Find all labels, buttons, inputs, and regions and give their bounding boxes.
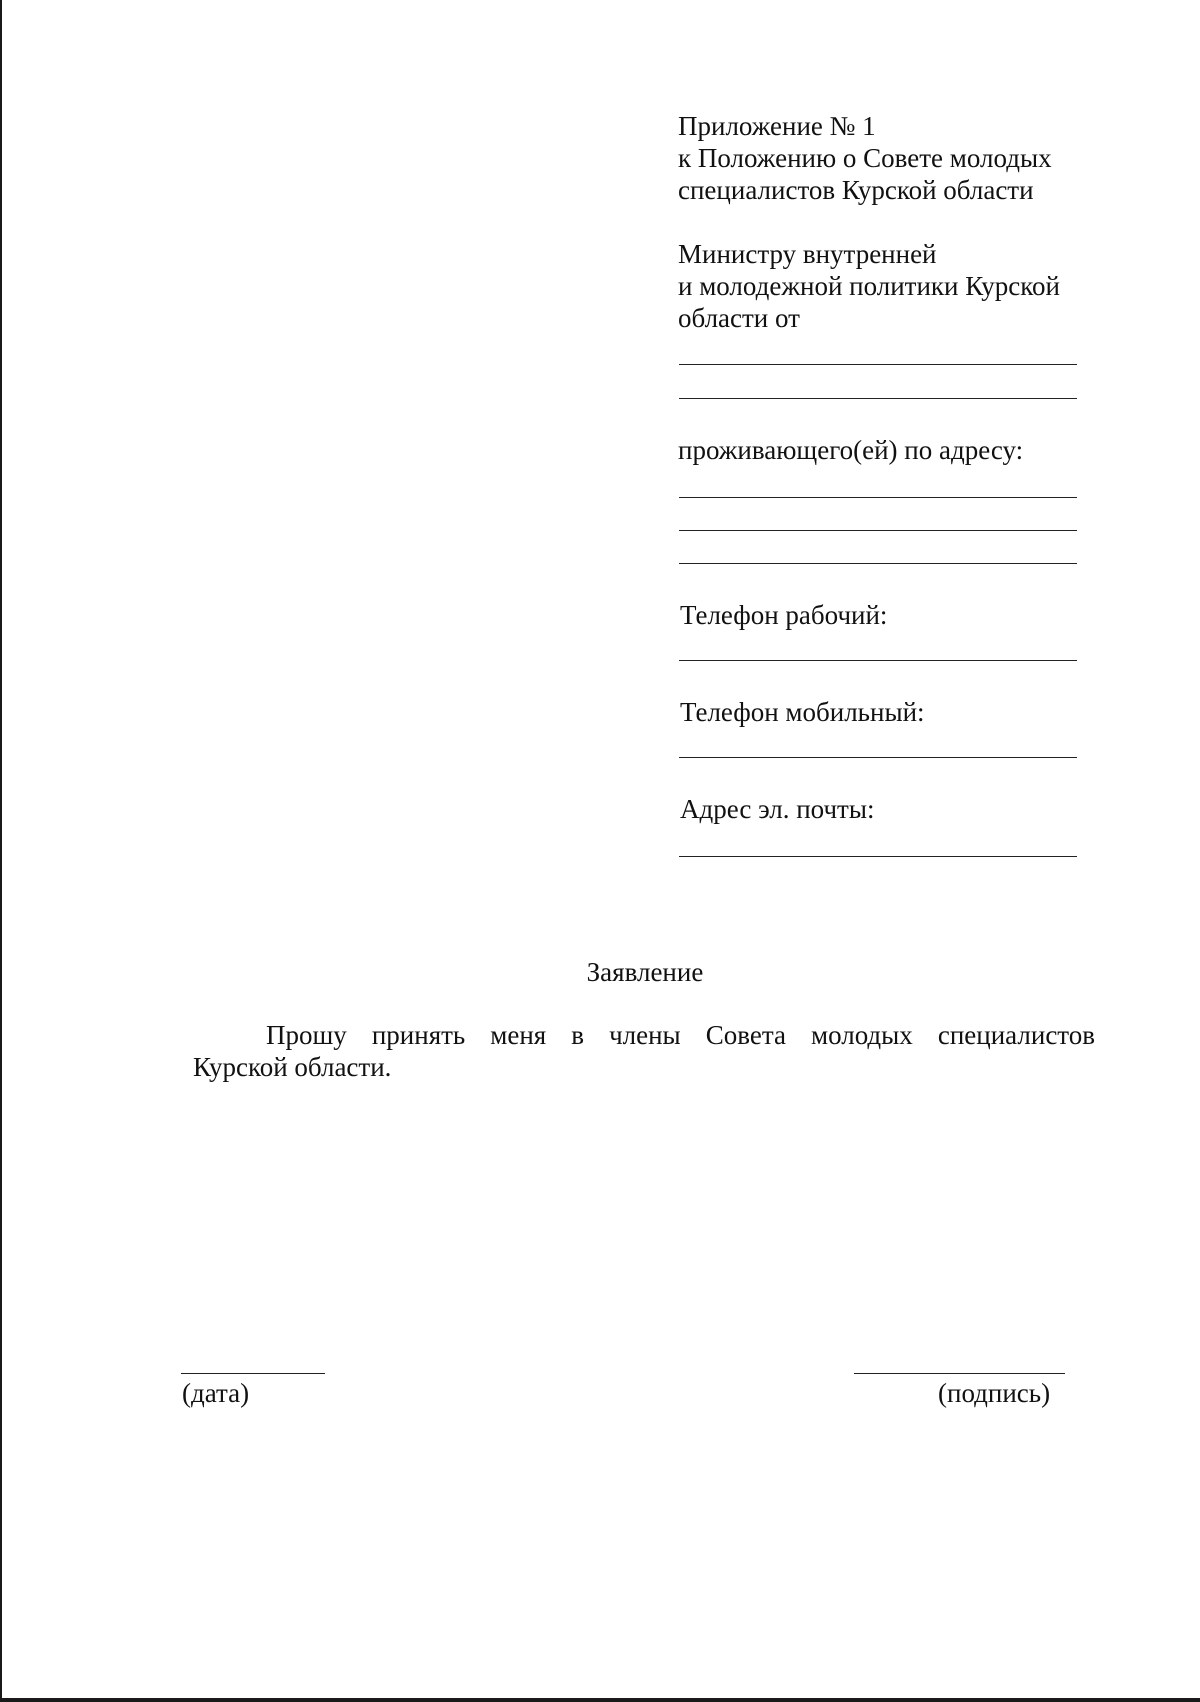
date-label: (дата) <box>182 1378 250 1408</box>
addressee-line2: и молодежной политики Курской <box>678 271 1060 301</box>
work-phone-blank[interactable] <box>679 660 1077 661</box>
page-edge-bottom <box>0 1698 1200 1702</box>
addressee-line1: Министру внутренней <box>678 239 937 269</box>
statement-line1: Прошу принять меня в члены Совета молодых специалистов <box>266 1020 1095 1050</box>
work-phone-label: Телефон рабочий: <box>680 600 888 630</box>
page-edge-left <box>0 0 2 1702</box>
annex-reference-line1: к Положению о Совете молодых <box>678 143 1052 173</box>
address-label: проживающего(ей) по адресу: <box>678 435 1024 465</box>
addressee-line3: области от <box>678 303 800 333</box>
date-blank[interactable] <box>181 1373 325 1374</box>
address-blank-1[interactable] <box>679 497 1077 498</box>
email-label: Адрес эл. почты: <box>680 794 875 824</box>
address-blank-3[interactable] <box>679 563 1077 564</box>
annex-number: Приложение № 1 <box>678 111 876 141</box>
applicant-name-blank-2[interactable] <box>679 398 1077 399</box>
mobile-phone-label: Телефон мобильный: <box>680 697 925 727</box>
signature-label: (подпись) <box>938 1378 1051 1408</box>
annex-reference-line2: специалистов Курской области <box>678 175 1034 205</box>
statement-title: Заявление <box>586 957 704 987</box>
statement-line2: Курской области. <box>193 1052 392 1082</box>
mobile-phone-blank[interactable] <box>679 757 1077 758</box>
statement-body <box>193 1019 1095 1083</box>
signature-blank[interactable] <box>854 1373 1065 1374</box>
applicant-name-blank-1[interactable] <box>679 364 1077 365</box>
email-blank[interactable] <box>679 856 1077 857</box>
address-blank-2[interactable] <box>679 530 1077 531</box>
